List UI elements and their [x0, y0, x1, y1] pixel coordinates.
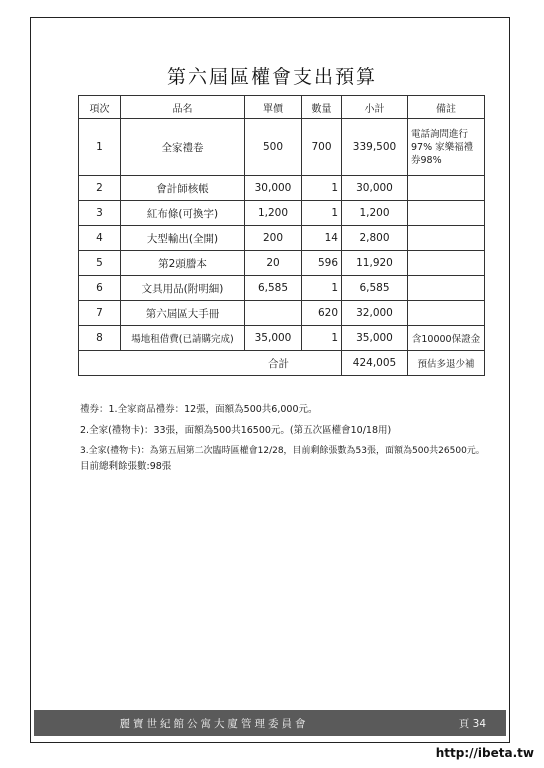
row-qty: 1	[302, 201, 342, 226]
row-qty: 1	[302, 326, 342, 351]
row-qty: 1	[302, 176, 342, 201]
table-row	[79, 176, 485, 201]
header-qty: 數量	[302, 96, 342, 119]
table-row	[79, 226, 485, 251]
row-qty: 14	[302, 226, 342, 251]
row-price: 20	[245, 251, 302, 276]
row-note: 含10000保證金	[408, 326, 485, 351]
row-no: 2	[79, 176, 121, 201]
row-no: 6	[79, 276, 121, 301]
row-item: 第六屆區大手冊	[121, 301, 245, 326]
total-note: 預估多退少補	[408, 351, 485, 376]
row-subtotal: 2,800	[342, 226, 408, 251]
row-price: 6,585	[245, 276, 302, 301]
row-price: 1,200	[245, 201, 302, 226]
row-note	[408, 301, 485, 326]
table-row	[79, 119, 485, 176]
footnotes	[80, 403, 500, 481]
footnote-4: 目前總剩餘張數:98張	[80, 461, 172, 472]
header-no: 項次	[79, 96, 121, 119]
row-note	[408, 201, 485, 226]
row-no: 1	[79, 119, 121, 176]
table-row	[79, 251, 485, 276]
table-header-row	[79, 96, 485, 119]
budget-table	[78, 95, 485, 376]
footer-bar	[34, 710, 506, 736]
table-row	[79, 276, 485, 301]
row-subtotal: 32,000	[342, 301, 408, 326]
header-price: 單價	[245, 96, 302, 119]
row-note	[408, 276, 485, 301]
row-price: 200	[245, 226, 302, 251]
row-item: 全家禮卷	[121, 119, 245, 176]
row-no: 3	[79, 201, 121, 226]
row-note: 電話詢問進行97% 家樂福禮券98%	[408, 119, 485, 176]
row-subtotal: 339,500	[342, 119, 408, 176]
table-row	[79, 326, 485, 351]
row-qty: 1	[302, 276, 342, 301]
header-note: 備註	[408, 96, 485, 119]
row-price: 500	[245, 119, 302, 176]
header-subtotal: 小計	[342, 96, 408, 119]
row-subtotal: 30,000	[342, 176, 408, 201]
row-note	[408, 251, 485, 276]
row-subtotal: 35,000	[342, 326, 408, 351]
row-no: 4	[79, 226, 121, 251]
row-qty: 700	[302, 119, 342, 176]
document-title: 第六屆區權會支出預算	[166, 66, 377, 88]
row-item: 會計師核帳	[121, 176, 245, 201]
row-subtotal: 11,920	[342, 251, 408, 276]
row-qty: 596	[302, 251, 342, 276]
table-row	[79, 301, 485, 326]
row-note	[408, 176, 485, 201]
row-item: 第2頭謄本	[121, 251, 245, 276]
total-label: 合計	[79, 351, 342, 376]
row-item: 大型輸出(全開)	[121, 226, 245, 251]
watermark: http://ibeta.tw	[435, 746, 534, 760]
footnote-1: 禮券：1.全家商品禮券：12張，面額為500共6,000元。	[80, 404, 318, 415]
table-row	[79, 201, 485, 226]
table-total-row	[79, 351, 485, 376]
footnote-3: 3.全家(禮物卡)：為第五屆第二次臨時區權會12/28，目前剩餘張數為53張，面額為500共26500元。	[80, 446, 485, 456]
total-value: 424,005	[342, 351, 408, 376]
row-price	[245, 301, 302, 326]
row-qty: 620	[302, 301, 342, 326]
footnote-2: 2.全家(禮物卡)：33張，面額為500共16500元。(第五次區權會10/18用)	[80, 425, 392, 436]
row-price: 35,000	[245, 326, 302, 351]
row-item: 紅布條(可換字)	[121, 201, 245, 226]
row-no: 7	[79, 301, 121, 326]
row-item: 文具用品(附明細)	[121, 276, 245, 301]
footer-organization: 麗寶世紀館公寓大廈管理委員會	[119, 718, 309, 730]
row-subtotal: 6,585	[342, 276, 408, 301]
row-no: 5	[79, 251, 121, 276]
row-no: 8	[79, 326, 121, 351]
page-number: 頁 34	[458, 718, 486, 730]
row-note	[408, 226, 485, 251]
row-subtotal: 1,200	[342, 201, 408, 226]
header-item: 品名	[121, 96, 245, 119]
row-item: 場地租借費(已請購完成)	[121, 326, 245, 351]
row-price: 30,000	[245, 176, 302, 201]
